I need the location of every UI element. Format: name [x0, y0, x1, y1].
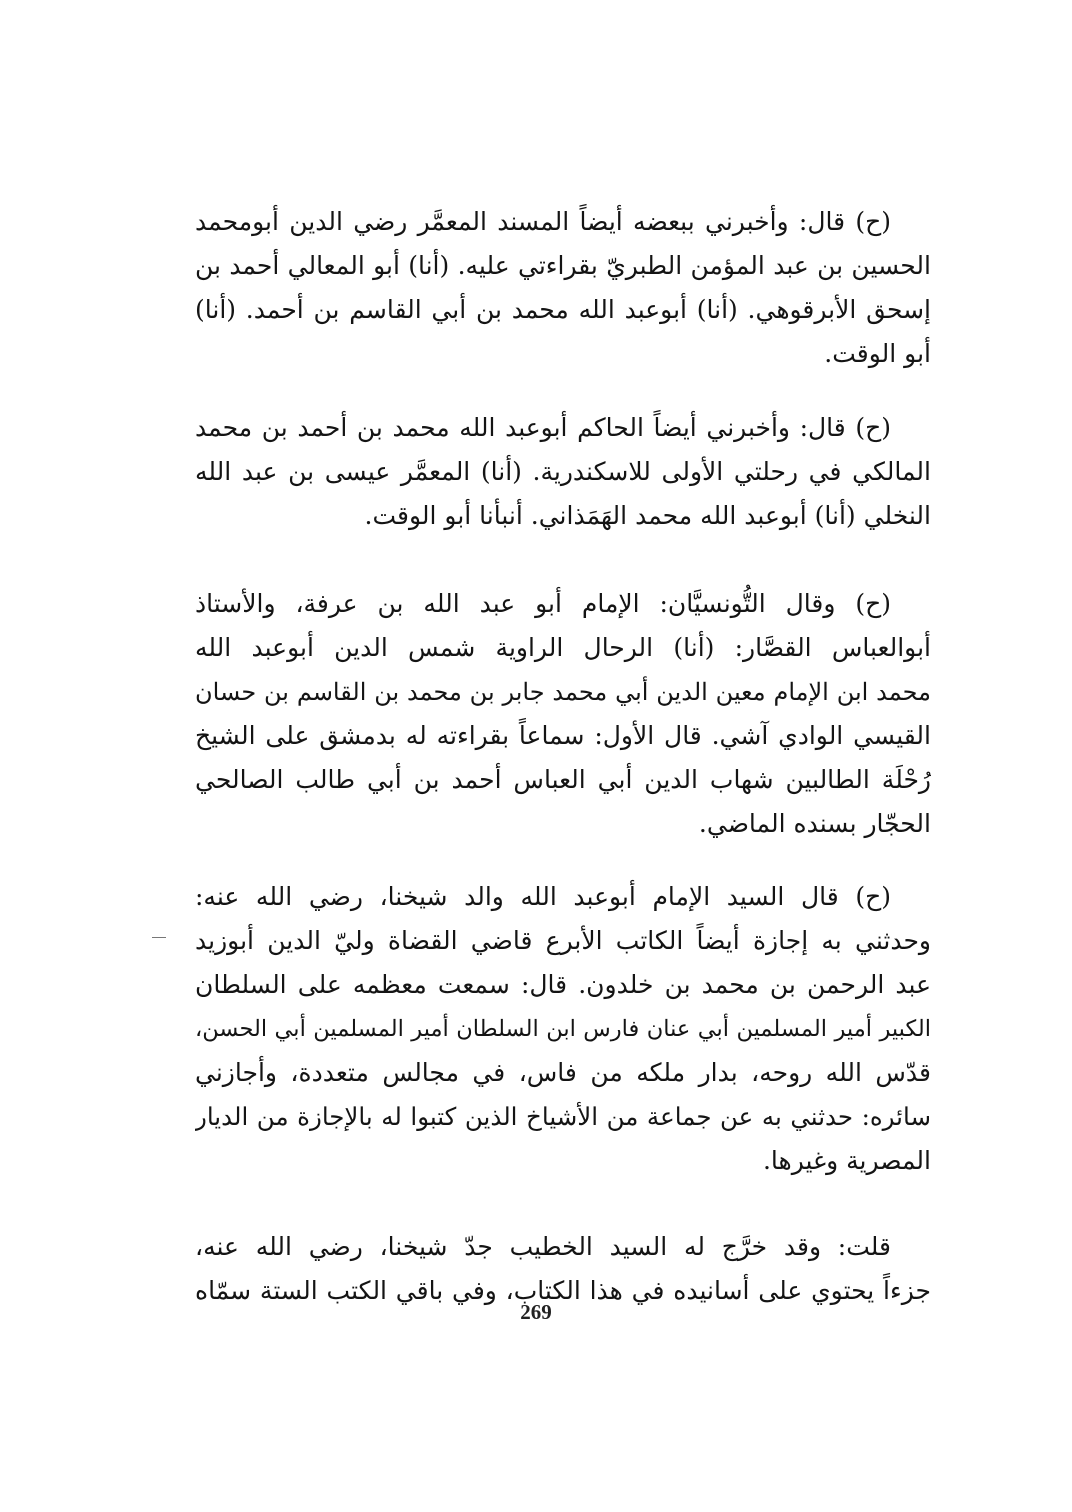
paragraph-4	[195, 875, 931, 1183]
text-line: قدّس الله روحه، بدار ملكه من فاس، في مجالس متعددة، وأجازني	[195, 1058, 931, 1087]
page-number: 269	[520, 1300, 552, 1324]
text-line: الحجّار بسنده الماضي.	[698, 809, 931, 838]
text-line: قلت: وقد خرَّج له السيد الخطيب جدّ شيخنا، رضي الله عنه،	[195, 1232, 891, 1261]
text-line: (ح) قال السيد الإمام أبوعبد الله والد شيخنا، رضي الله عنه:	[195, 882, 891, 911]
text-line: (ح) قال: وأخبرني أيضاً الحاكم أبوعبد الله محمد بن أحمد بن محمد	[195, 413, 891, 442]
text-line: وحدثني به إجازة أيضاً الكاتب الأبرع قاضي القضاة وليّ الدين أبوزيد	[195, 926, 931, 955]
text-line: (ح) قال: وأخبرني ببعضه أيضاً المسند المعمَّر رضي الدين أبومحمد	[195, 207, 891, 236]
paragraph-1	[195, 200, 931, 376]
text-line: النخلي (أنا) أبوعبد الله محمد الهَمَذاني. أنبأنا أبو الوقت.	[364, 501, 931, 530]
text-line: رُحْلَة الطالبين شهاب الدين أبي العباس أحمد بن أبي طالب الصالحي	[195, 765, 931, 794]
text-line: الكبير أمير المسلمين أبي عنان فارس ابن السلطان أمير المسلمين أبي الحسن،	[195, 1016, 931, 1042]
text-line: (ح) وقال التُّونسيَّان: الإمام أبو عبد الله بن عرفة، والأستاذ	[195, 589, 891, 618]
text-line: عبد الرحمن بن محمد بن خلدون. قال: سمعت معظمه على السلطان	[195, 970, 931, 999]
paragraph-3	[195, 582, 931, 846]
text-line: إسحق الأبرقوهي. (أنا) أبوعبد الله محمد بن أبي القاسم بن أحمد. (أنا)	[195, 295, 931, 324]
text-line: جزءاً يحتوي على أسانيده في هذا الكتاب، وفي باقي الكتب الستة سمّاه	[195, 1276, 931, 1305]
stray-ink-mark	[152, 937, 166, 938]
text-line: محمد ابن الإمام معين الدين أبي محمد جابر بن محمد بن القاسم بن حسان	[195, 678, 931, 706]
text-line: القيسي الوادي آشي. قال الأول: سماعاً بقراءته له بدمشق على الشيخ	[195, 721, 931, 750]
text-line: سائره: حدثني به عن جماعة من الأشياخ الذين كتبوا له بالإجازة من الديار	[195, 1102, 931, 1131]
text-line: المالكي في رحلتي الأولى للاسكندرية. (أنا) المعمَّر عيسى بن عبد الله	[195, 457, 931, 486]
text-line: أبوالعباس القصَّار: (أنا) الرحال الراوية شمس الدين أبوعبد الله	[195, 633, 931, 662]
text-line: أبو الوقت.	[824, 339, 931, 368]
text-line: المصرية وغيرها.	[762, 1146, 931, 1175]
text-line: الحسين بن عبد المؤمن الطبريّ بقراءتي عليه. (أنا) أبو المعالي أحمد بن	[195, 251, 931, 280]
paragraph-2	[195, 406, 931, 538]
